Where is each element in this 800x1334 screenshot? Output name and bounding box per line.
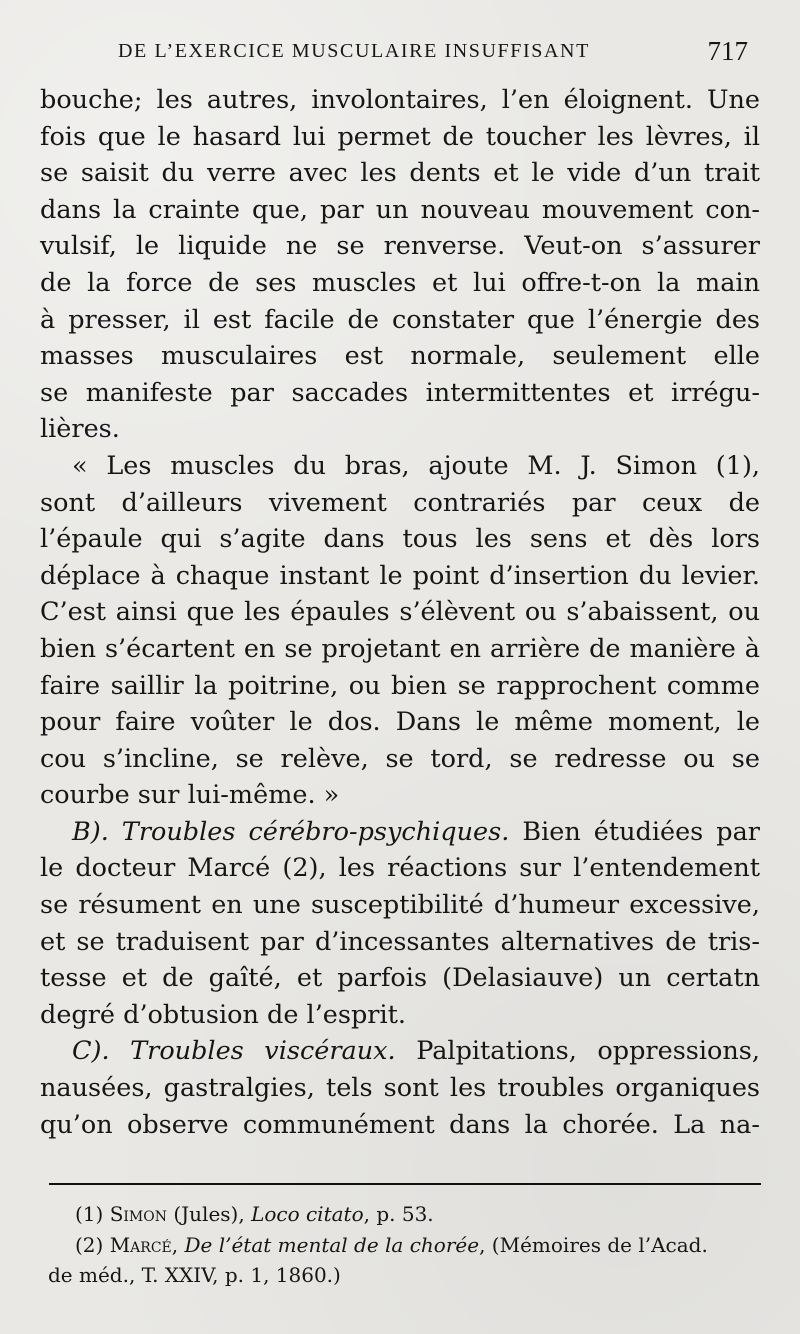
text-line: à presser, il est facile de constater que l’énergie des: [40, 304, 760, 335]
text-line: C’est ainsi que les épaules s’élèvent ou s’abaissent, ou: [40, 597, 760, 628]
section-b-first-line: [40, 814, 760, 851]
footnote-2: [48, 1230, 761, 1261]
footnote-2-marker: (2): [75, 1232, 110, 1257]
text-line: vulsif, le liquide ne se renverse. Veut-on s’assurer: [40, 231, 760, 262]
text-line: masses musculaires est normale, seulement elle: [40, 341, 760, 372]
text-line: le docteur Marcé (2), les réactions sur l’entendement: [40, 853, 760, 884]
running-header: [118, 36, 748, 70]
page-number: 717: [707, 36, 748, 66]
footnote-2-author: Marcé: [109, 1232, 172, 1257]
footnote-1-title: Loco citato: [251, 1202, 364, 1226]
text-line: qu’on observe communément dans la chorée. La na-: [40, 1109, 760, 1140]
text-line: cou s’incline, se relève, se tord, se redresse ou se: [40, 743, 760, 774]
footnote-2-continuation: de méd., T. XXIV, p. 1, 1860.): [48, 1263, 341, 1287]
section-c-first-line-text: Palpitations, oppressions,: [395, 1036, 760, 1067]
section-b-first-line-text: Bien étudiées par: [509, 816, 760, 847]
text-line: sont d’ailleurs vivement contrariés par ceux de: [40, 487, 760, 518]
section-c-first-line: [40, 1033, 760, 1070]
footnotes: [48, 1199, 761, 1291]
text-line: et se traduisent par d’incessantes alternatives de tris-: [40, 926, 760, 957]
text-line: lières.: [40, 414, 120, 445]
text-line: dans la crainte que, par un nouveau mouvement con-: [40, 194, 760, 225]
footnote-2-title: De l’état mental de la chorée: [184, 1232, 480, 1257]
footnote-1-page: , p. 53.: [363, 1202, 434, 1226]
text-line: fois que le hasard lui permet de toucher les lèvres, il: [40, 121, 760, 152]
footnote-1-author: Simon: [109, 1202, 167, 1226]
text-line: courbe sur lui-même. »: [40, 780, 340, 811]
text-line: se manifeste par saccades intermittentes et irrégu-: [40, 377, 760, 408]
text-line: l’épaule qui s’agite dans tous les sens et dès lors: [40, 524, 760, 555]
footnote-1-marker: (1): [75, 1202, 110, 1226]
text-line: tesse et de gaîté, et parfois (Delasiauve) un certatn: [40, 963, 760, 994]
footnote-1-author-detail: (Jules),: [166, 1202, 252, 1226]
text-line: bien s’écartent en se projetant en arrière de manière à: [40, 633, 760, 664]
text-line: faire saillir la poitrine, ou bien se rapprochent comme: [40, 670, 760, 701]
footnote-separator: [49, 1183, 761, 1185]
footnote-1: [48, 1199, 761, 1230]
running-title: DE L’EXERCICE MUSCULAIRE INSUFFISANT: [118, 40, 590, 62]
text-line: pour faire voûter le dos. Dans le même moment, le: [40, 707, 760, 738]
text-line: bouche; les autres, involontaires, l’en éloignent. Une: [40, 85, 760, 115]
text-line: degré d’obtusion de l’esprit.: [40, 999, 407, 1030]
text-line: de la force de ses muscles et lui offre-t-on la main: [40, 267, 760, 298]
text-line: se résument en une susceptibilité d’humeur excessive,: [40, 890, 760, 921]
section-c-heading: C). Troubles viscéraux.: [72, 1036, 396, 1067]
quotation-start-line: « Les muscles du bras, ajoute M. J. Simon (1),: [72, 450, 760, 481]
text-line: déplace à chaque instant le point d’insertion du levier.: [40, 560, 760, 591]
text-line: se saisit du verre avec les dents et le vide d’un trait: [40, 158, 760, 189]
footnote-2-source: , (Mémoires de l’Acad.: [479, 1232, 708, 1257]
footnote-2-separator: ,: [171, 1232, 185, 1257]
text-line: nausées, gastralgies, tels sont les troubles organiques: [40, 1073, 760, 1104]
section-b-heading: B). Troubles cérébro-psychiques.: [72, 816, 510, 847]
main-text: [40, 82, 760, 1143]
